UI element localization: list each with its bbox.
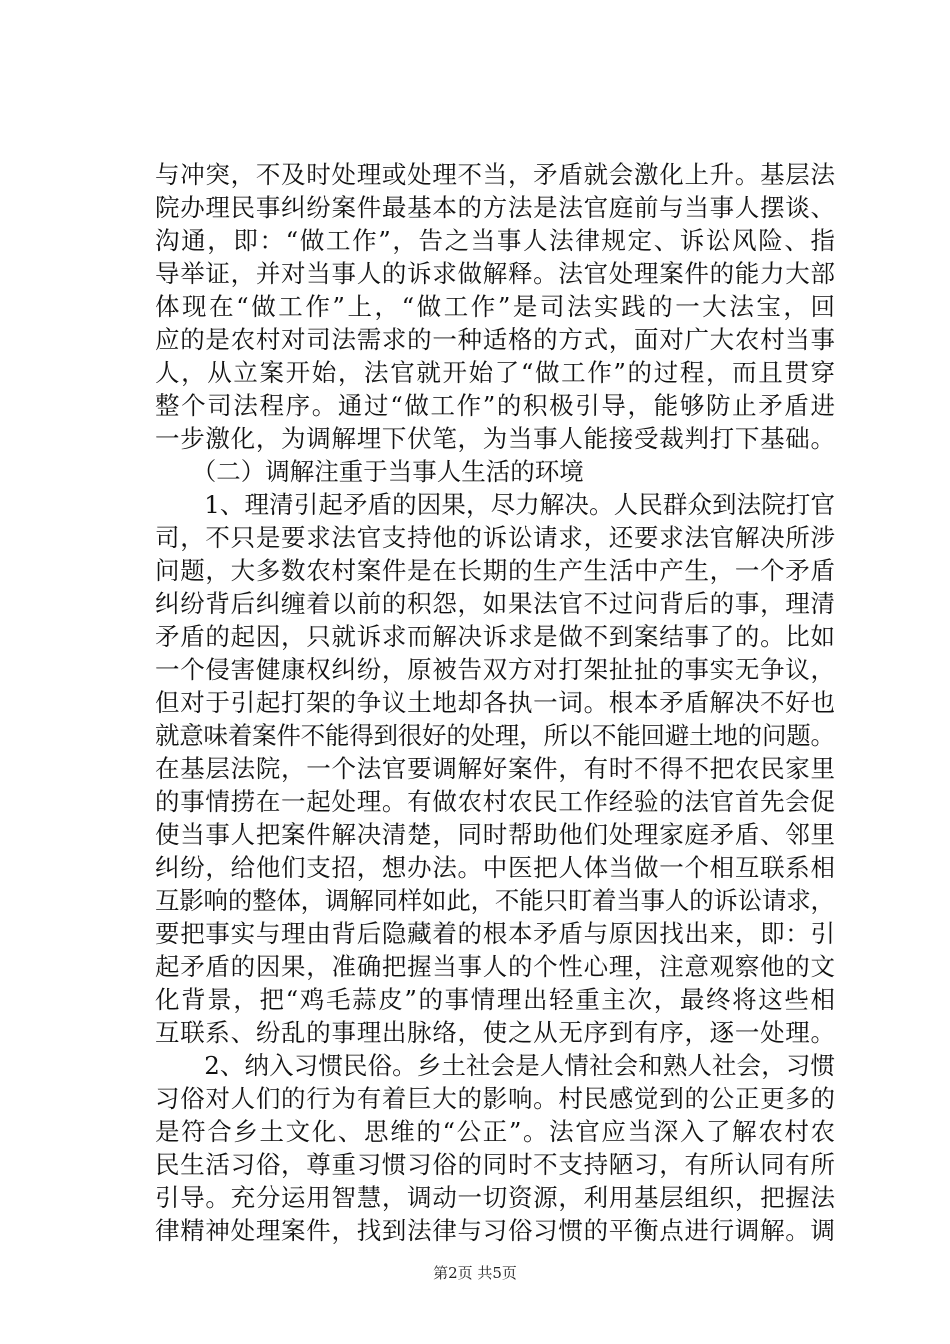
text-line: 化背景，把“鸡毛蒜皮”的事情理出轻重主次，最终将这些相 bbox=[155, 985, 837, 1014]
text-line: 应的是农村对司法需求的一种适格的方式，面对广大农村当事 bbox=[155, 325, 836, 354]
text-line: 1、理清引起矛盾的因果，尽力解决。人民群众到法院打官 bbox=[155, 490, 836, 519]
text-line: 问题，大多数农村案件是在长期的生产生活中产生，一个矛盾 bbox=[155, 556, 836, 585]
text-line: 纠纷背后纠缠着以前的积怨，如果法官不过问背后的事，理清 bbox=[155, 589, 836, 618]
text-line: 纠纷，给他们支招，想办法。中医把人体当做一个相互联系相 bbox=[155, 853, 836, 882]
text-line: 习俗对人们的行为有着巨大的影响。村民感觉到的公正更多的 bbox=[155, 1084, 836, 1113]
text-line: 院办理民事纠纷案件最基本的方法是法官庭前与当事人摆谈、 bbox=[155, 193, 836, 222]
text-line: （二）调解注重于当事人生活的环境 bbox=[155, 457, 584, 486]
text-line: 整个司法程序。通过“做工作”的积极引导，能够防止矛盾进 bbox=[155, 391, 837, 420]
text-line: 起矛盾的因果，准确把握当事人的个性心理，注意观察他的文 bbox=[155, 952, 836, 981]
text-line: 人，从立案开始，法官就开始了“做工作”的过程，而且贯穿 bbox=[155, 358, 837, 387]
text-line: 互影响的整体，调解同样如此，不能只盯着当事人的诉讼请求， bbox=[155, 886, 835, 915]
text-line: 与冲突，不及时处理或处理不当，矛盾就会激化上升。基层法 bbox=[155, 160, 836, 189]
text-line: 互联系、纷乱的事理出脉络，使之从无序到有序，逐一处理。 bbox=[155, 1018, 836, 1047]
text-line: 是符合乡土文化、思维的“公正”。法官应当深入了解农村农 bbox=[155, 1117, 837, 1146]
text-line: 一步激化，为调解埋下伏笔，为当事人能接受裁判打下基础。 bbox=[155, 424, 836, 453]
text-line: 在基层法院，一个法官要调解好案件，有时不得不把农民家里 bbox=[155, 754, 836, 783]
body-text bbox=[155, 158, 838, 1247]
page-footer: 第2页 共5页 bbox=[433, 1264, 517, 1282]
text-line: 民生活习俗，尊重习惯习俗的同时不支持陋习，有所认同有所 bbox=[155, 1150, 836, 1179]
text-line: 使当事人把案件解决清楚，同时帮助他们处理家庭矛盾、邻里 bbox=[155, 820, 836, 849]
text-line: 律精神处理案件，找到法律与习俗习惯的平衡点进行调解。调 bbox=[155, 1216, 836, 1245]
text-line: 体现在“做工作”上，“做工作”是司法实践的一大法宝，回 bbox=[155, 292, 838, 321]
text-line: 矛盾的起因，只就诉求而解决诉求是做不到案结事了的。比如 bbox=[155, 622, 836, 651]
text-line: 的事情捞在一起处理。有做农村农民工作经验的法官首先会促 bbox=[155, 787, 836, 816]
text-line: 要把事实与理由背后隐藏着的根本矛盾与原因找出来，即：引 bbox=[155, 919, 836, 948]
text-line: 但对于引起打架的争议土地却各执一词。根本矛盾解决不好也 bbox=[155, 688, 836, 717]
text-line: 一个侵害健康权纠纷，原被告双方对打架扯扯的事实无争议， bbox=[155, 655, 836, 684]
text-line: 2、纳入习惯民俗。乡土社会是人情社会和熟人社会，习惯 bbox=[155, 1051, 836, 1080]
text-line: 引导。充分运用智慧，调动一切资源，利用基层组织，把握法 bbox=[155, 1183, 836, 1212]
text-line: 导举证，并对当事人的诉求做解释。法官处理案件的能力大部 bbox=[155, 259, 836, 288]
text-line: 司，不只是要求法官支持他的诉讼请求，还要求法官解决所涉 bbox=[155, 523, 836, 552]
text-line: 沟通，即：“做工作”，告之当事人法律规定、诉讼风险、指 bbox=[155, 226, 837, 255]
text-line: 就意味着案件不能得到很好的处理，所以不能回避土地的问题。 bbox=[155, 721, 835, 750]
